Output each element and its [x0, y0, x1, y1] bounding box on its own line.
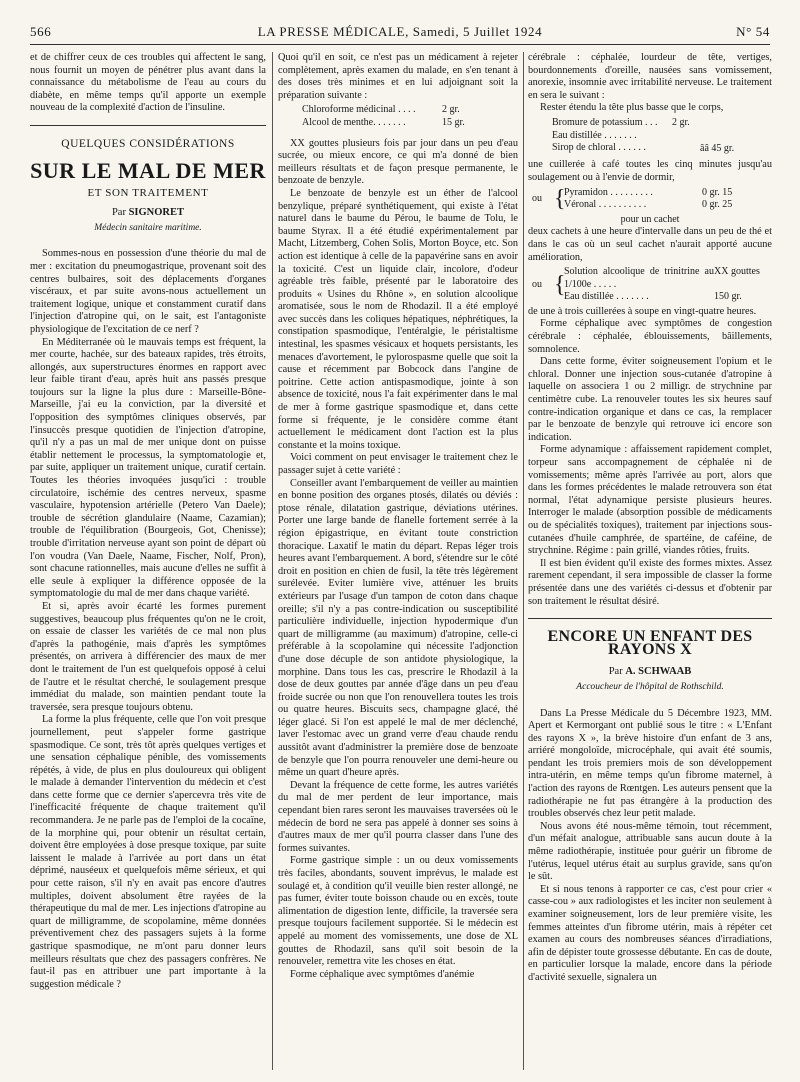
paragraph: Et si, après avoir écarté les formes purement suggestives, beaucoup plus fréquentes qu'on ne le croit, on essaie de classer les variétés de ce mal non plus d'après la pathogénie, mais d'après les symptômes présentés, on arrivera à différencier des maux de mer dont le traitement de l'un est quelquefois opposé à celui de l'autre et le résultat cherché, le soulagement presque immédiat du malade, son maintien pendant toute la traversée, sera presque toujours obtenu.	[30, 600, 266, 713]
prescription-4	[532, 266, 772, 304]
article-continuation: et de chiffrer ceux de ces troubles qui affectent le sang, nous fournit un moyen de pénétrer plus avant dans la connaissance du métabolisme de l'eau au cours du diabète, en même temps qu'il apporte un exemple nouveau de la complexité d'action de l'insuline.	[30, 52, 266, 114]
paragraph: Rester étendu la tête plus basse que le corps,	[540, 102, 724, 114]
rx-ingredient: Chloroforme médicinal . . . .	[302, 104, 416, 116]
column-rule-2	[523, 52, 524, 1070]
paragraph: En Méditerranée où le mauvais temps est fréquent, la mer courte, hachée, sur des bateaux rapides, très étroits, allongés, aux superstructures énormes en rapport avec leur faible tirant d'eau, après huit ans passés presque toujours sur la ligne la plus dure : Marseille-Bône-Marseille, j'ai eu la conviction, par la diversité et l'opposition des symptômes cliniques observés, par l'insuccès presque quotidien de l'injection d'atropine, qu'il n'y a pas un mal de mer unique dont on puisse établir nettement le processus, la symptomatologie et, par suite, appliquer un traitement unique, curatif certain. Toutes les théories invoquées jusqu'ici : trouble circulatoire, ischémie des centres nerveux, spasme vasculaire, hypotension artérielle (Petero Van Daele); trouble de sécrétion glandulaire (Naame, Cazamian); trouble de l'équilibration (Bourgeois, Got, Chenisse); trouble d'irritation nerveuse ayant son point de départ où l'on voudra (Van Daele, Naame, Fischer, Nolf, Pron), sont chacune rationnelles, mais aucune d'elles ne suffit à elle seule à expliquer la différence opposée de la symptomatologie du mal de mer dans chaque variété.	[30, 336, 266, 600]
author-affiliation: Accoucheur de l'hôpital de Rothschild.	[576, 681, 724, 692]
paragraph: Dans La Presse Médicale du 5 Décembre 1923, MM. Apert et Kermorgant ont publié sous le titre : « L'Enfant des rayons X », la brève histoire d'un enfant de 3 ans, arriéré mongoloïde, microcéphale, qui avait été soumis, pendant les trois premiers mois de son développement intra-utérin, en même temps qu'un fibrome maternel, à l'action des rayons de Rœntgen. Les auteurs pensent que la radiothérapie ne fut pas étrangère à la production des troubles observés chez leur petit malade.	[528, 707, 772, 820]
journal-title: LA PRESSE MÉDICALE, Samedi, 5 Juillet 1924	[257, 24, 543, 39]
paragraph: La forme la plus fréquente, celle que l'on voit presque journellement, peut s'appeler forme gastrique spasmodique. Ce sont, très tôt après quelques vertiges et une sensation céphalique pénible, des vomissements répétés, à vide, de plus en plus douloureux qui obligent le malade à demander l'intervention du médecin et c'est dans cette forme que ce dernier s'apercevra très vite de l'inefficacité fréquente de chaque traitement qu'il recommandera. Je ne parle pas de l'emploi de la cocaïne, de la morphine qui, pour obtenir un résultat certain, doivent être employées à dose presque toxique, par suite laissent le malade à l'arrivée au port dans un état déprimé, nauséeux et quelquefois même sérieux, et qui pour cette raison, s'il n'y en avait pas encore d'autres multiples, doivent absolument être rayées de la thérapeutique du mal de mer. Les injections d'atropine au quart de milligramme, de scopolamine, même données préventivement chez des passagers sujets à la forme gastrique spasmodique, ne m'ont paru donner leurs meilleurs résultats que chez des passagers confrères. Ne faut-il pas en attribuer une part importante à la suggestion médicale ?	[30, 714, 266, 990]
column-2	[278, 52, 518, 1072]
issue-number: N° 54	[736, 24, 770, 39]
paragraph: de une à trois cuillerées à soupe en vingt-quatre heures.	[528, 305, 757, 317]
rx-alternative: ou	[532, 278, 542, 290]
brace-glyph: {	[554, 186, 566, 213]
rx-dose: 15 gr.	[442, 116, 465, 128]
paragraph: deux cachets à une heure d'intervalle dans un peu de thé et dans le cas où un seul cachet n'aurait apporté aucune amélioration,	[528, 226, 772, 263]
paragraph: Sommes-nous en possession d'une théorie du mal de mer : excitation du pneumogastrique, provenant soit des centres bulbaires, soit des déplacements d'organes viscéraux, et par suite avons-nous actuellement un traitement logique, unique et constamment curatif dans l'injection d'atropine qui, on le sait, est l'antagoniste physiologique de l'excitation de ce nerf ?	[30, 248, 266, 335]
rx-dose: 2 gr.	[672, 116, 690, 128]
byline-prefix: Par	[111, 207, 126, 219]
article-byline	[30, 207, 266, 220]
rx-ingredient: Solution alcoolique de trinitrine au 1/100e . . . . .	[564, 266, 714, 290]
rx-alternative: ou	[532, 192, 542, 204]
paragraph: Voici comment on peut envisager le traitement chez le passager sujet à cette variété :	[278, 452, 518, 476]
paragraph: Forme gastrique simple : un ou deux vomissements très faciles, abondants, souvent imprévus, le malade est soulagé et, à condition qu'il veuille bien rester allongé, ne pas fumer, éviter toute boisson chaude ou en excès, toute alimentation de digestion lente, difficile, la traversée sera presque toujours facilement supportée. Si le médecin est appelé au moment des vomissements, une dose de XL gouttes de Rhodazil, sans qu'il soit besoin de la renouveler, remettra vite les choses en état.	[278, 855, 518, 968]
page-header	[30, 22, 770, 45]
rx-ingredient: Eau distillée . . . . . . .	[564, 291, 649, 303]
paragraph: Conseiller avant l'embarquement de veiller au maintien en bonne position des organes ptosés, dilatés ou déviés : ptose rénale, dilatation gastrique, déviations utérines. Porter une large bande de flanelle fortement serrée à la région épigastrique, en évitant toute constriction thoracique. Laxatif le matin du départ. Repas léger trois heures avant l'embarquement. A bord, s'étendre sur le côté droit en position en chien de fusil, la tête très légèrement surélevée. Eviter lumière vive, atténuer les bruits extérieurs par l'usage d'un tampon de coton dans chaque oreille; s'il n'y a pas contre-indication ou susceptibilité particulière individuelle, injection hypodermique d'un quart de milligramme (au maximum) d'atropine, celle-ci préférable à la scopolamine qui nécessite l'adjonction d'une dose décuple de son antidote physiologique, la morphine. Dans tous les cas, prescrire le Rhodazil à la dose de deux gouttes par année d'âge dans un peu d'eau froide sucrée ou non que l'on renouvellera toutes les trois ou quatre heures. Biscuits secs, champagne glacé, thé léger glacé. Si l'on est appelé le mal de mer déclenché, laver l'estomac avec un grand verre d'eau chaude rendu aussitôt avant d'administrer la première dose de benzoate de benzyle que l'on pourra renouveler une demi-heure ou même un quart d'heure après.	[278, 477, 518, 779]
rx-dose: XX gouttes	[714, 266, 760, 278]
author-name: A. SCHWAAB	[625, 666, 692, 678]
page-number: 566	[30, 24, 52, 39]
paragraph: Forme adynamique : affaissement rapidement complet, torpeur sans accompagnement de céphalée ni de vomissements; même après l'arrivée au port, alors que dans les formes précédentes le malade retrouvera son état normal, l'état adynamique persiste plusieurs heures. Interroger le malade (absorption possible de médicaments ou de spécialités toxiques), traitement par injections sous-cutanées d'huile camphrée, de spartéine, de caféine, de strychnine. Régime : pain grillé, viandes rôties, fruits.	[528, 444, 772, 557]
brace-glyph: {	[554, 271, 566, 298]
rx-ingredient: Véronal . . . . . . . . . .	[564, 199, 647, 211]
author-affiliation: Médecin sanitaire maritime.	[94, 222, 202, 233]
rx-ingredient: Bromure de potassium . . .	[552, 116, 658, 128]
rx-caption: pour un cachet	[620, 213, 680, 225]
paragraph: Forme céphalique avec symptômes de congestion cérébrale : céphalée, éblouissements, bâillements, somnolence.	[528, 318, 772, 355]
paragraph: Il est bien évident qu'il existe des formes mixtes. Assez rarement cependant, il sera impossible de classer la forme présentée dans une des variétés ci-dessus et d'obtenir par son traitement le résultat désiré.	[528, 557, 772, 607]
paragraph: Dans cette forme, éviter soigneusement l'opium et le chloral. Donner une injection sous-cutanée d'atropine à laquelle on associera 1 ou 2 milligr. de strychnine par centimètre cube. La renouveler toutes les six heures sauf contre-indication organique et dans ce cas, la remplacer par le benzoate de benzyle qui retrouve ici encore son indication.	[528, 356, 772, 443]
paragraph: Et si nous tenons à rapporter ce cas, c'est pour crier « casse-cou » aux radiologistes et les inciter non seulement à examiner soigneusement, lors de leur première visite, les femmes atteintes d'un fibrome utérin, mais à répéter cet examen au cours des nombreuses séances d'irradiations, afin de dépister toute grossesse débutante. En cas de doute, en particulier lorsque la malade, encore dans la période d'activité sexuelle, signalera un	[528, 883, 772, 983]
paragraph: cérébrale : céphalée, lourdeur de tête, vertiges, bourdonnements d'oreille, nausées sans vomissement, anorexie, insomnie avec irritabilité nerveuse. Le traitement en sera le suivant :	[528, 52, 772, 101]
article-byline	[528, 666, 772, 679]
byline-prefix: Par	[608, 666, 623, 678]
article-kicker: QUELQUES CONSIDÉRATIONS	[61, 137, 235, 150]
column-3	[528, 52, 772, 1072]
article-title: SUR LE MAL DE MER	[30, 157, 266, 183]
paragraph: Quoi qu'il en soit, ce n'est pas un médicament à rejeter complètement, après examen du malade, en s'en tenant à des doses très minimes et en lui adjoignant soit la préparation suivante :	[278, 52, 518, 101]
paragraph: Nous avons été nous-même témoin, tout récemment, d'un méfait analogue, attribuable sans aucun doute à la même radiothérapie, instituée pour guérir un fibrome de l'utérus, lequel utérus était au surplus gravide, sans qu'on le sût.	[528, 820, 772, 883]
rx-dose: 150 gr.	[714, 291, 742, 303]
paragraph: Devant la fréquence de cette forme, les autres variétés du mal de mer perdent de leur importance, mais cependant bien rares seront les mauvaises traversées où le médecin de bord ne sera pas appelé à donner ses soins à d'autres maux de mer qu'il pourra classer dans l'une des formes suivantes.	[278, 779, 518, 854]
rx-ingredient: Pyramidon . . . . . . . . .	[564, 186, 653, 198]
rx-dose: 2 gr.	[442, 104, 460, 116]
article-subtitle: ET SON TRAITEMENT	[87, 186, 209, 199]
paragraph: XX gouttes plusieurs fois par jour dans un peu d'eau sucrée, ou mieux encore, ce qui m'a donné de bien meilleurs résultats et de façon presque permanente, le benzoate de benzyle.	[278, 137, 518, 187]
rx-ingredient: Eau distillée . . . . . . .	[552, 129, 637, 141]
prescription-3	[532, 187, 772, 212]
article-separator	[30, 125, 266, 126]
rx-aa-dose: ââ 45 gr.	[700, 142, 735, 154]
rx-ingredient: Sirop de chloral . . . . . .	[552, 142, 646, 154]
paragraph: Le benzoate de benzyle est un éther de l'alcool benzylique, préparé synthétiquement, qui existe à l'état naturel dans le baume du Pérou, le baume de Tolu, le baume Styrax. Il a été étudié expérimentalement par Macht, Litzemberg, Cohen Solis, Morton Boyce, etc. Son action est identique à celle de la papavérine sans en avoir la toxicité. C'est un liquide clair, incolore, d'odeur agréable très faible, présenté par le laboratoire des produits « Usines du Rhône », en solution alcoolique aromatisée, sous le nom de Rhodazil. Il a été employé avec succès dans les coliques hépatiques, néphrétiques, la constipation spasmodique, l'entéralgie, le péristaltisme intestinal, les spasmes vésicaux et hoquets persistants, les menaces d'avortement, le pylorospasme quelle que soit la cause et récemment par Bobcock dans l'angine de poitrine. Cette action antispasmodique, jointe à son absence de toxicité, nous l'a fait expérimenter dans le mal de mer à forme gastrique spasmodique et, dans cette forme si fréquente, je le considère comme étant actuellement le médicament dont l'action est la plus constante et la moins toxique.	[278, 187, 518, 451]
paragraph: une cuillerée à café toutes les cinq minutes jusqu'au soulagement ou à l'envie de dormir,	[528, 159, 772, 183]
rx-dose: 0 gr. 25	[702, 199, 733, 211]
rx-dose: 0 gr. 15	[702, 186, 733, 198]
article-title: ENCORE UN ENFANT DES RAYONS X	[547, 628, 753, 658]
paragraph: Forme céphalique avec symptômes d'anémie	[290, 968, 475, 980]
column-1	[30, 52, 266, 1072]
article-separator	[528, 618, 772, 619]
column-rule-1	[272, 52, 273, 1070]
author-name: SIGNORET	[128, 207, 185, 219]
rx-ingredient: Alcool de menthe. . . . . . .	[302, 116, 406, 128]
prescription-1	[302, 104, 518, 129]
